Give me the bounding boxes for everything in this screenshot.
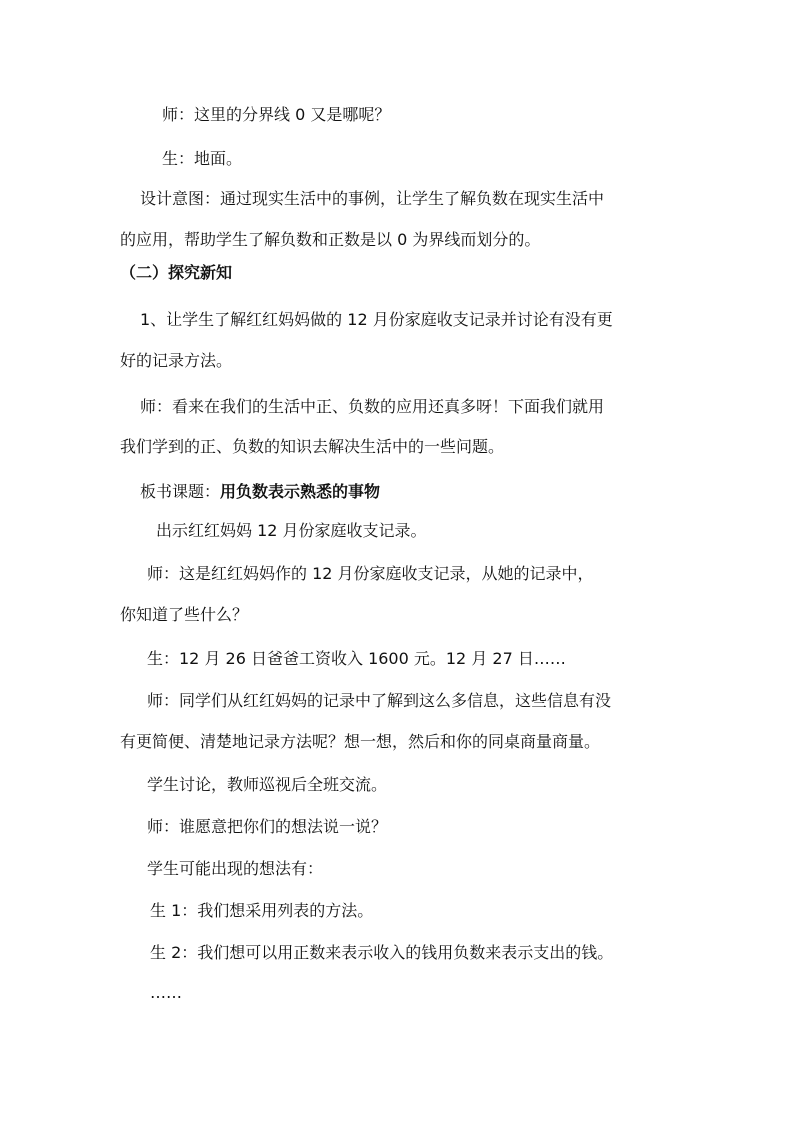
text-line: 生 1：我们想采用列表的方法。 — [150, 901, 374, 920]
text-line: 学生可能出现的想法有： — [147, 859, 324, 878]
board-title-line — [140, 481, 380, 503]
text-line: 出示红红妈妈 12 月份家庭收支记录。 — [156, 521, 427, 540]
text-line: 师：这里的分界线 0 又是哪呢？ — [162, 105, 391, 124]
text-line: 师：这是红红妈妈作的 12 月份家庭收支记录，从她的记录中， — [147, 564, 594, 583]
text-line: 你知道了些什么？ — [120, 605, 249, 624]
text-line: 设计意图：通过现实生活中的事例，让学生了解负数在现实生活中 — [140, 189, 605, 208]
text-line: …… — [150, 983, 182, 1002]
text-line: 有更简便、清楚地记录方法呢？想一想，然后和你的同桌商量商量。 — [120, 732, 601, 751]
text-line: 学生讨论，教师巡视后全班交流。 — [147, 775, 388, 794]
text-line: 我们学到的正、负数的知识去解决生活中的一些问题。 — [120, 437, 505, 456]
text-line: 师：谁愿意把你们的想法说一说？ — [147, 817, 388, 836]
board-title-label: 板书课题： — [140, 482, 221, 501]
board-title-topic: 用负数表示熟悉的事物 — [220, 482, 381, 501]
text-line: 生：地面。 — [162, 149, 243, 168]
text-line: 生：12 月 26 日爸爸工资收入 1600 元。12 月 27 日…… — [147, 649, 566, 668]
text-line: 的应用，帮助学生了解负数和正数是以 0 为界线而划分的。 — [120, 230, 541, 249]
text-line: 好的记录方法。 — [120, 351, 233, 370]
text-line: 生 2：我们想可以用正数来表示收入的钱用负数来表示支出的钱。 — [150, 943, 614, 962]
text-line: 1、让学生了解红红妈妈做的 12 月份家庭收支记录并讨论有没有更 — [140, 310, 613, 329]
text-line: 师：看来在我们的生活中正、负数的应用还真多呀！下面我们就用 — [140, 397, 605, 416]
text-line: 师：同学们从红红妈妈的记录中了解到这么多信息，这些信息有没 — [147, 691, 612, 710]
section-heading: （二）探究新知 — [120, 263, 233, 282]
